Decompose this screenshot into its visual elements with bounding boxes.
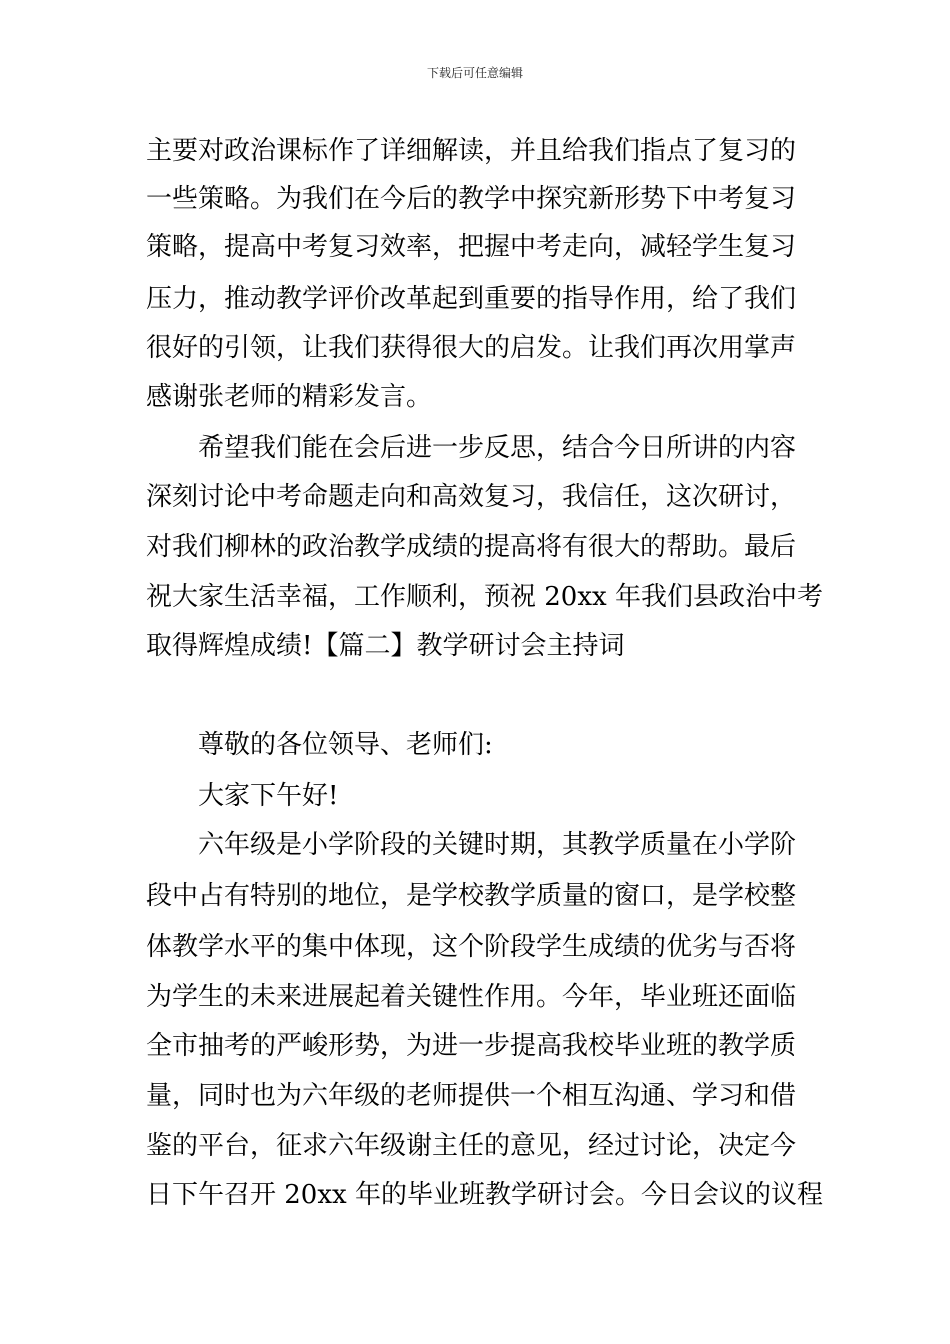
body-line: 取得辉煌成绩!【篇二】教学研讨会主持词 (146, 631, 625, 661)
paragraph-first-line: 希望我们能在会后进一步反思，结合今日所讲的内容 (198, 433, 797, 463)
body-line: 对我们柳林的政治教学成绩的提高将有很大的帮助。最后 (146, 532, 797, 562)
body-line: 深刻讨论中考命题走向和高效复习，我信任，这次研讨， (146, 482, 797, 512)
body-line: 很好的引领，让我们获得很大的启发。让我们再次用掌声 (146, 333, 797, 363)
body-line: 段中占有特别的地位，是学校教学质量的窗口，是学校整 (146, 881, 797, 911)
paragraph-first-line: 六年级是小学阶段的关键时期，其教学质量在小学阶 (198, 830, 797, 860)
body-line: 主要对政治课标作了详细解读，并且给我们指点了复习的 (146, 136, 797, 166)
body-line: 一些策略。为我们在今后的教学中探究新形势下中考复习 (146, 184, 797, 214)
body-line: 为学生的未来进展起着关键性作用。今年，毕业班还面临 (146, 982, 797, 1012)
body-line: 鉴的平台，征求六年级谢主任的意见，经过讨论，决定今 (146, 1131, 797, 1161)
body-line: 体教学水平的集中体现，这个阶段学生成绩的优劣与否将 (146, 932, 797, 962)
page-header: 下载后可任意编辑 (426, 66, 523, 80)
body-line: 感谢张老师的精彩发言。 (146, 382, 433, 412)
body-line: 量，同时也为六年级的老师提供一个相互沟通、学习和借 (146, 1081, 797, 1111)
greeting-line: 大家下午好! (198, 781, 339, 811)
body-line: 祝大家生活幸福，工作顺利，预祝 20xx 年我们县政治中考 (146, 582, 823, 612)
salutation-line: 尊敬的各位领导、老师们: (198, 730, 493, 760)
body-line: 压力，推动教学评价改革起到重要的指导作用，给了我们 (146, 284, 797, 314)
body-line: 策略，提高中考复习效率，把握中考走向，减轻学生复习 (146, 232, 797, 262)
body-line: 全市抽考的严峻形势，为进一步提高我校毕业班的教学质 (146, 1031, 797, 1061)
body-line: 日下午召开 20xx 年的毕业班教学研讨会。今日会议的议程 (146, 1180, 823, 1210)
